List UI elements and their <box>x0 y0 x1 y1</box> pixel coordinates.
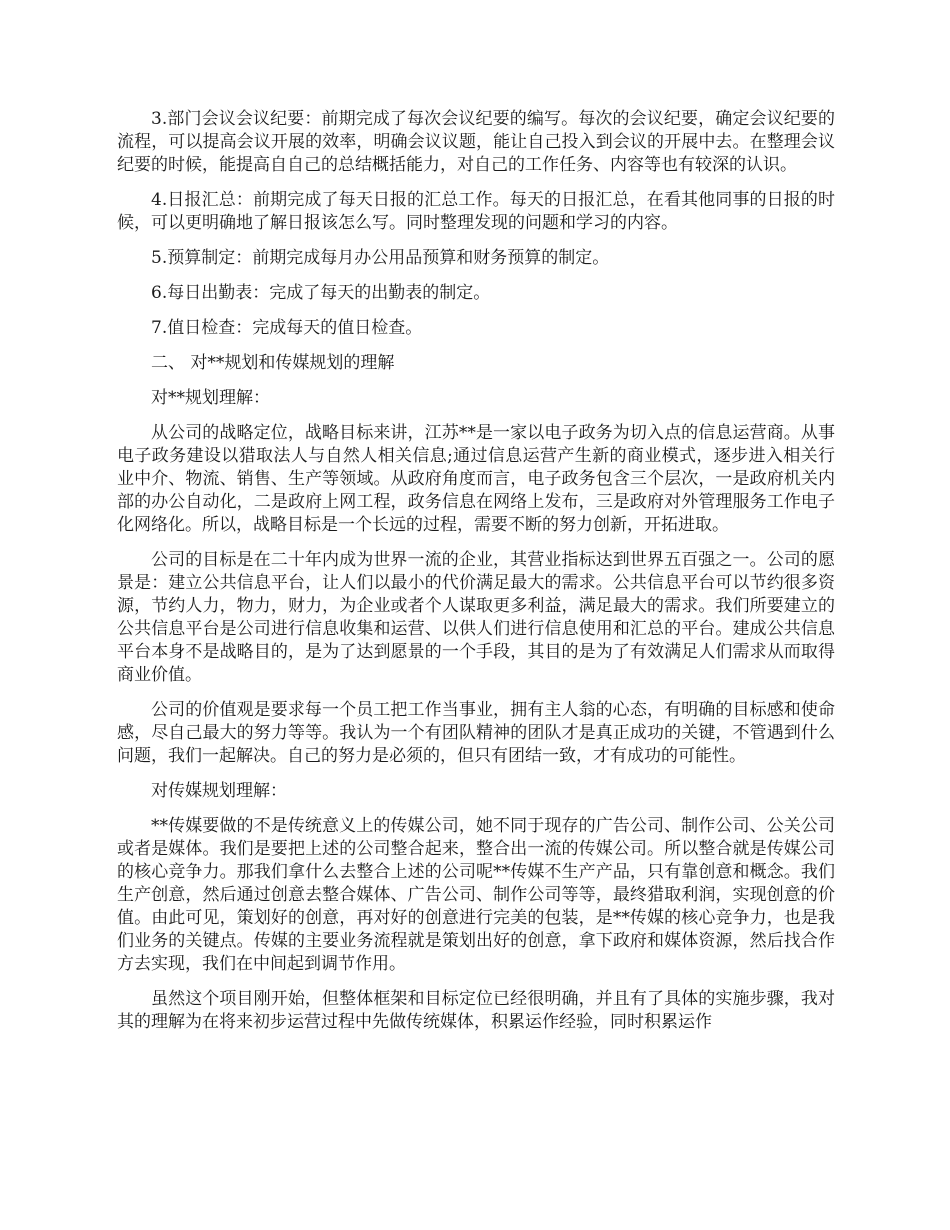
paragraph-daily-report: 4.日报汇总：前期完成了每天日报的汇总工作。每天的日报汇总，在看其他同事的日报的时候，可以更明确地了解日报该怎么写。同时整理发现的问题和学习的内容。 <box>117 190 835 233</box>
paragraph-project: 虽然这个项目刚开始，但整体框架和目标定位已经很明确，并且有了具体的实施步骤，我对其的理解为在将来初步运营过程中先做传统媒体，积累运作经验，同时积累运作 <box>117 989 835 1032</box>
paragraph-strategy: 从公司的战略定位，战略目标来讲，江苏**是一家以电子政务为切入点的信息运营商。从事电子政务建设以猎取法人与自然人相关信息;通过信息运营产生新的商业模式，逐步进入相关行业中介、物流、销售、生产等领域。从政府角度而言，电子政务包含三个层次，一是政府机关内部的办公自动化，二是政府上网工程，政务信息在网络上发布，三是政府对外管理服务工作电子化网络化。所以，战略目标是一个长远的过程，需要不断的努力创新，开拓进取。 <box>117 423 835 535</box>
paragraph-goals: 公司的目标是在二十年内成为世界一流的企业，其营业指标达到世界五百强之一。公司的愿景是：建立公共信息平台，让人们以最小的代价满足最大的需求。公共信息平台可以节约很多资源，节约人力，物力，财力，为企业或者个人谋取更多利益，满足最大的需求。我们所要建立的公共信息平台是公司进行信息收集和运营、以供人们进行信息使用和汇总的平台。建成公共信息平台本身不是战略目的，是为了达到愿景的一个手段，其目的是为了有效满足人们需求从而取得商业价值。 <box>117 550 835 685</box>
paragraph-meeting-minutes: 3.部门会议会议纪要：前期完成了每次会议纪要的编写。每次的会议纪要，确定会议纪要的流程，可以提高会议开展的效率，明确会议议题，能让自己投入到会议的开展中去。在整理会议纪要的时候，能提高自自己的总结概括能力，对自己的工作任务、内容等也有较深的认识。 <box>117 109 835 175</box>
subheading-planning: 对**规划理解： <box>151 388 270 408</box>
section-heading: 二、 对**规划和传媒规划的理解 <box>151 353 395 373</box>
paragraph-values: 公司的价值观是要求每一个员工把工作当事业，拥有主人翁的心态，有明确的目标感和使命感，尽自己最大的努力等等。我认为一个有团队精神的团队才是真正成功的关键，不管遇到什么问题，我们一起解决。自己的努力是必须的，但只有团结一致，才有成功的可能性。 <box>117 700 835 766</box>
paragraph-attendance: 6.每日出勤表：完成了每天的出勤表的制定。 <box>151 283 491 303</box>
subheading-media: 对传媒规划理解： <box>151 781 287 801</box>
paragraph-media: **传媒要做的不是传统意义上的传媒公司，她不同于现存的广告公司、制作公司、公关公司或者是媒体。我们是要把上述的公司整合起来，整合出一流的传媒公司。所以整合就是传媒公司的核心竞争力。那我们拿什么去整合上述的公司呢**传媒不生产产品，只有靠创意和概念。我们生产创意，然后通过创意去整合媒体、广告公司、制作公司等等，最终猎取利润，实现创意的价值。由此可见，策划好的创意，再对好的创意进行完美的包装，是**传媒的核心竞争力，也是我们业务的关键点。传媒的主要业务流程就是策划出好的创意，拿下政府和媒体资源，然后找合作方去实现，我们在中间起到调节作用。 <box>117 816 835 974</box>
paragraph-duty-check: 7.值日检查：完成每天的值日检查。 <box>151 318 423 338</box>
document-body <box>117 108 835 1046</box>
paragraph-budget: 5.预算制定：前期完成每月办公用品预算和财务预算的制定。 <box>151 248 610 268</box>
